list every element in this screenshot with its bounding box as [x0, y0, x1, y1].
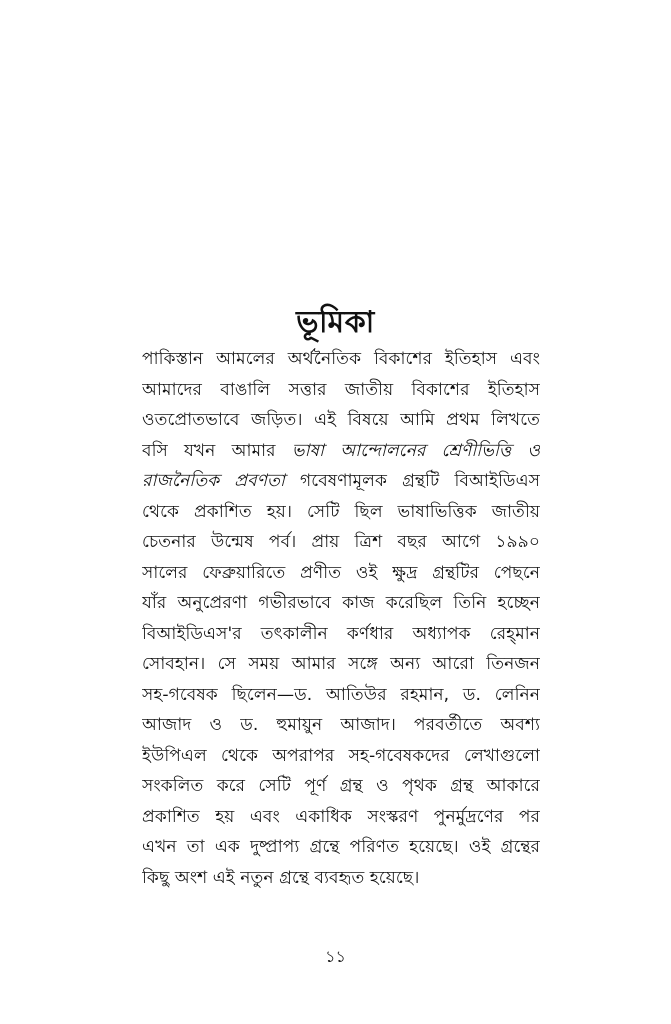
body-paragraph [142, 344, 540, 893]
page-number: ১১ [325, 947, 346, 966]
text-line: থেকে প্রকাশিত হয়। সেটি ছিল ভাষাভিত্তিক জাতীয় [142, 501, 540, 522]
text-line: কিছু অংশ এই নতুন গ্রন্থে ব্যবহৃত হয়েছে। [142, 867, 420, 888]
text-run: গবেষণামূলক গ্রন্থটি বিআইডিএস [284, 471, 540, 491]
text-line [142, 466, 540, 497]
text-line: পাকিস্তান আমলের অর্থনৈতিক বিকাশের ইতিহাস এবং [142, 349, 540, 369]
text-line [142, 436, 540, 467]
italic-book-title: রাজনৈতিক প্রবণতা [142, 471, 285, 491]
text-line: সহ-গবেষক ছিলেন—ড. আতিউর রহমান, ড. লেনিন [142, 684, 540, 705]
text-line: প্রকাশিত হয় এবং একাধিক সংস্করণ পুনর্মুদ্রণের পর [142, 806, 540, 827]
text-line: সালের ফেব্রুয়ারিতে প্রণীত ওই ক্ষুদ্র গ্রন্থটির পেছনে [142, 562, 540, 583]
text-line: সোবহান। সে সময় আমার সঙ্গে অন্য আরো তিনজন [142, 654, 540, 674]
text-line: আমাদের বাঙালি সত্তার জাতীয় বিকাশের ইতিহাস [142, 379, 540, 400]
italic-book-title: ভাষা আন্দোলনের শ্রেণীভিত্তি ও [291, 440, 540, 461]
text-line: বিআইডিএস'র তৎকালীন কর্ণধার অধ্যাপক রেহ্‌মান [142, 623, 540, 644]
text-line: যাঁর অনুপ্রেরণা গভীরভাবে কাজ করেছিল তিনি হচ্ছেন [142, 593, 540, 613]
text-line: ইউপিএল থেকে অপরাপর সহ-গবেষকদের লেখাগুলো [142, 745, 540, 766]
page-title: ভূমিকা [296, 305, 375, 341]
text-line: আজাদ ও ড. হুমায়ুন আজাদ। পরবর্তীতে অবশ্য [142, 715, 540, 735]
text-run: বসি যখন আমার [142, 440, 292, 461]
text-line: সংকলিত করে সেটি পূর্ণ গ্রন্থ ও পৃথক গ্রন্থ আকারে [142, 776, 540, 796]
text-line: ওতপ্রোতভাবে জড়িত। এই বিষয়ে আমি প্রথম লিখতে [142, 410, 540, 430]
text-line: চেতনার উন্মেষ পর্ব। প্রায় ত্রিশ বছর আগে ১৯৯০ [142, 532, 540, 552]
text-line: এখন তা এক দুষ্প্রাপ্য গ্রন্থে পরিণত হয়েছে। ওই গ্রন্থের [142, 837, 540, 857]
